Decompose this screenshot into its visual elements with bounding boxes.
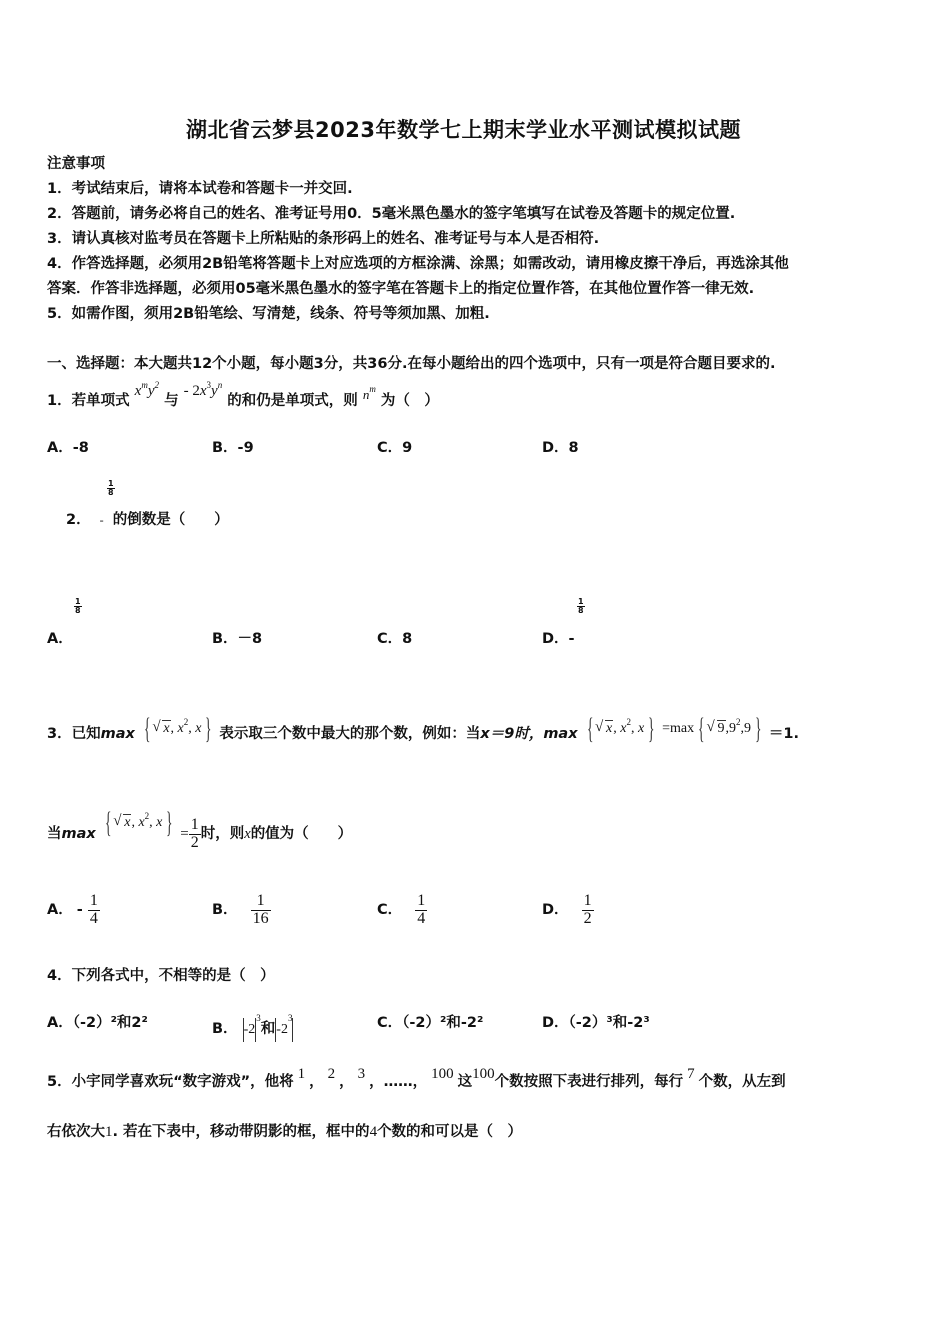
question-3-line-2: 当max {√ x, $x^2$, x } = $\frac{1}{2}$ 时，则x的值为（ ） bbox=[47, 798, 352, 865]
q3-option-c[interactable]: C． $\frac{1}{4}$ bbox=[377, 891, 426, 927]
page-title: 湖北省云梦县2023年数学七上期末学业水平测试模拟试题 bbox=[186, 118, 741, 142]
q1-power: $n^m$ bbox=[362, 384, 376, 402]
q1-monomial-2: - $2x^3y^n$ bbox=[183, 380, 223, 399]
q2-option-d[interactable]: D．- bbox=[542, 631, 575, 647]
q1-monomial-1: $x^my^2$ bbox=[134, 380, 159, 399]
q2-option-a-fraction: $\frac{1}{8}$ bbox=[75, 597, 81, 615]
q2-option-d-fraction: $\frac{1}{8}$ bbox=[578, 597, 584, 615]
q1-suffix: 为（ ） bbox=[380, 393, 439, 409]
section-heading: 一、选择题：本大题共12个小题，每小题3分，共36分.在每小题给出的四个选项中，只有一项是符合题目要求的. bbox=[47, 356, 776, 372]
q3-half: $\frac{1}{2}$ bbox=[190, 815, 199, 851]
q3-condition-args: {√ x, $x^2$, x } bbox=[101, 815, 180, 830]
question-4-stem: 4．下列各式中，不相等的是（ ） bbox=[47, 968, 275, 984]
q2-fraction: $\frac{1}{8}$ bbox=[108, 479, 114, 497]
q4-option-c[interactable]: C．（-2）²和-2² bbox=[377, 1015, 484, 1031]
notice-item-3: 3．请认真核对监考员在答题卡上所粘贴的条形码上的姓名、准考证号与本人是否相符. bbox=[47, 231, 600, 247]
q3-option-a[interactable]: A． - $\frac{1}{4}$ bbox=[47, 891, 98, 927]
q1-option-c[interactable]: C．9 bbox=[377, 440, 413, 456]
q3-option-b[interactable]: B． $\frac{1}{16}$ bbox=[212, 891, 269, 927]
notice-item-4-cont: 答案．作答非选择题，必须用05毫米黑色墨水的签字笔在答题卡上的指定位置作答，在其他位置作答一律无效. bbox=[47, 281, 755, 297]
q2-option-c[interactable]: C．8 bbox=[377, 631, 413, 647]
q1-option-b[interactable]: B．-9 bbox=[212, 440, 254, 456]
q1-option-a[interactable]: A．-8 bbox=[47, 440, 89, 456]
notice-item-1: 1．考试结束后，请将本试卷和答题卡一并交回. bbox=[47, 181, 353, 197]
q4-option-a[interactable]: A．（-2）²和2² bbox=[47, 1015, 148, 1031]
q3-option-d[interactable]: D． $\frac{1}{2}$ bbox=[542, 891, 592, 927]
q2-option-a[interactable]: A． bbox=[47, 631, 73, 647]
notice-heading: 注意事项 bbox=[47, 156, 105, 172]
q1-prefix: 1．若单项式 bbox=[47, 393, 130, 409]
q3-max-args: {√ x, $x^2$, x } bbox=[140, 721, 219, 736]
question-5-line-2: 右依次大1. 若在下表中，移动带阴影的框，框中的4个数的和可以是（ ） bbox=[47, 1124, 523, 1140]
question-1-stem bbox=[47, 380, 439, 410]
q3-example-args: {√ x, $x^2$, x } =max {√ $9,9^2,9$ } bbox=[583, 721, 769, 736]
q4-option-d[interactable]: D．（-2）³和-2³ bbox=[542, 1015, 650, 1031]
question-2-stem: 2． - 的倒数是（ ） bbox=[66, 512, 229, 528]
question-5-line-1: 5．小宇同学喜欢玩“数字游戏”，他将 1 ， 2 ， 3 ，……， 100 这100个数按照下表进行排列，每行 7 个数，从左到 bbox=[47, 1066, 786, 1090]
question-3-line-1: 3．已知max {√ x, $x^2$, x } 表示取三个数中最大的那个数，例如：当x＝9时，max {√ x, $x^2$, x } =max {√ $9,9^2,9$ } ＝1. bbox=[47, 706, 799, 757]
notice-item-4: 4．作答选择题，必须用2B铅笔将答题卡上对应选项的方框涂满、涂黑；如需改动，请用橡皮擦干净后，再选涂其他 bbox=[47, 256, 789, 272]
notice-item-5: 5．如需作图，须用2B铅笔绘、写清楚，线条、符号等须加黑、加粗. bbox=[47, 306, 490, 322]
q1-option-d[interactable]: D．8 bbox=[542, 440, 579, 456]
q4-option-b[interactable]: B． $-2^3$和$-2^3$ bbox=[212, 1000, 293, 1048]
q1-and: 与 bbox=[164, 393, 179, 409]
q2-option-b[interactable]: B．－8 bbox=[212, 631, 263, 647]
notice-item-2: 2．答题前，请务必将自己的姓名、准考证号用0．5毫米黑色墨水的签字笔填写在试卷及答题卡的规定位置. bbox=[47, 206, 736, 222]
q1-mid: 的和仍是单项式，则 bbox=[227, 393, 358, 409]
